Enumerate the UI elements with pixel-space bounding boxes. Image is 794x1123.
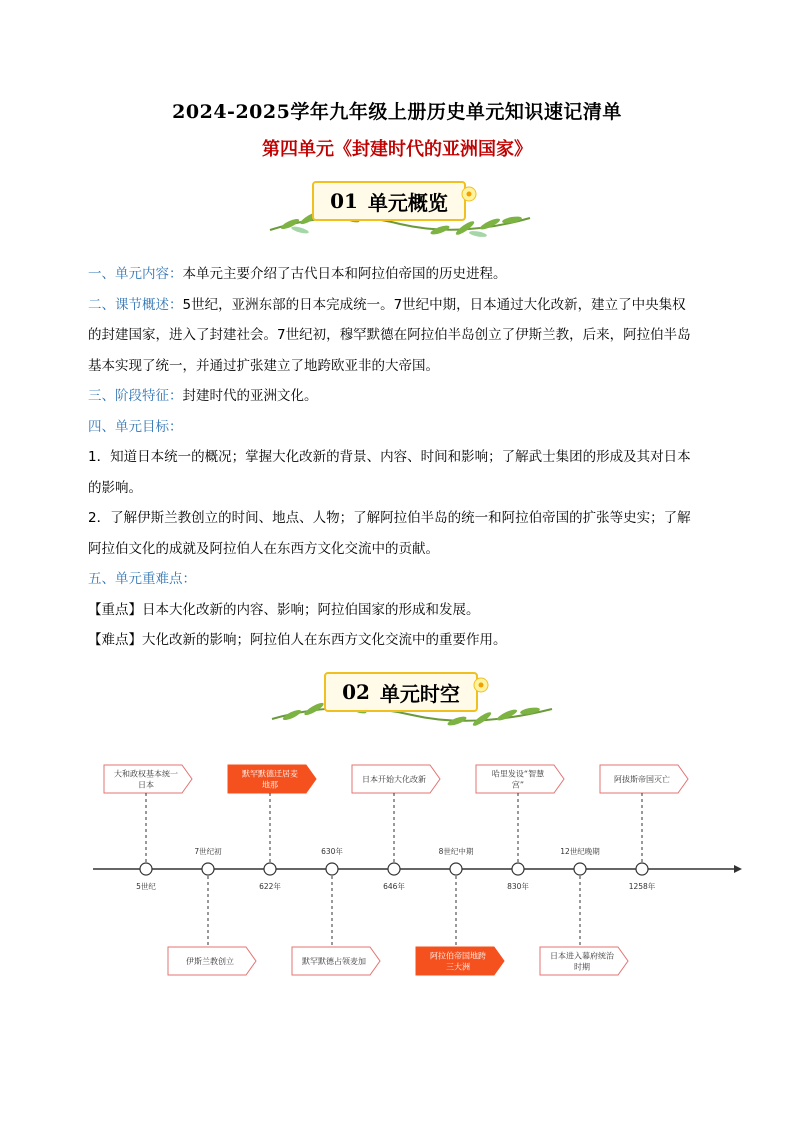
timeline-node bbox=[326, 863, 338, 875]
goal-line: 1．知道日本统一的概况；掌握大化改新的背景、内容、时间和影响；了解武士集团的形成及其对日本 bbox=[88, 449, 691, 465]
unit-goals-heading: 四、单元目标： bbox=[88, 418, 183, 435]
timeline-date: 12世纪晚期 bbox=[560, 847, 600, 856]
event-label: 阿拉伯帝国地跨 bbox=[430, 951, 486, 961]
flower-icon bbox=[460, 185, 478, 203]
timeline-node bbox=[512, 863, 524, 875]
overview-content bbox=[88, 259, 712, 656]
event-label: 默罕默德迁居麦 bbox=[242, 769, 298, 779]
event-label: 日本 bbox=[138, 780, 154, 790]
unit-subtitle: 第四单元《封建时代的亚洲国家》 bbox=[262, 139, 532, 160]
section-badge-box bbox=[324, 672, 478, 712]
timeline-node bbox=[202, 863, 214, 875]
unit-content-paragraph: 一、单元内容：本单元主要介绍了古代日本和阿拉伯帝国的历史进程。 bbox=[88, 266, 507, 282]
timeline-date: 630年 bbox=[321, 847, 343, 856]
goal-line: 2．了解伊斯兰教创立的时间、地点、人物；了解阿拉伯半岛的统一和阿拉伯帝国的扩张等史实；了解 bbox=[88, 510, 691, 526]
timeline-date: 5世纪 bbox=[136, 882, 156, 891]
flower-icon bbox=[472, 676, 490, 694]
stage-feature-paragraph: 三、阶段特征：封建时代的亚洲文化。 bbox=[88, 388, 318, 404]
event-label: 伊斯兰教创立 bbox=[186, 957, 234, 966]
section-label: 单元时空 bbox=[379, 681, 460, 706]
event-label: 默罕默德占领麦加 bbox=[302, 957, 366, 966]
section-number: 01 bbox=[330, 189, 358, 213]
timeline-node bbox=[636, 863, 648, 875]
timeline-node bbox=[450, 863, 462, 875]
section-badge-box bbox=[312, 181, 466, 221]
timeline-date: 8世纪中期 bbox=[438, 847, 474, 856]
summary-paragraph: 二、课节概述：5世纪，亚洲东部的日本完成统一。7世纪中期，日本通过大化改新，建立了中央集权 bbox=[88, 296, 686, 313]
section-badge-timeline bbox=[262, 669, 562, 729]
timeline-date: 1258年 bbox=[628, 882, 656, 891]
event-label: 时期 bbox=[574, 962, 590, 972]
goal-line: 的影响。 bbox=[88, 479, 142, 496]
timeline-arrow-icon bbox=[734, 865, 742, 873]
timeline-node bbox=[264, 863, 276, 875]
timeline-date: 830年 bbox=[507, 882, 529, 891]
timeline-date: 622年 bbox=[259, 882, 281, 891]
timeline-node bbox=[574, 863, 586, 875]
key-point-line: 【重点】日本大化改新的内容、影响；阿拉伯国家的形成和发展。 bbox=[88, 601, 480, 618]
timeline-date: 7世纪初 bbox=[194, 847, 222, 856]
goal-line: 阿拉伯文化的成就及阿拉伯人在东西方文化交流中的贡献。 bbox=[88, 540, 439, 557]
event-label: 日本开始大化改新 bbox=[362, 775, 426, 784]
summary-line: 基本实现了统一，并通过扩张建立了地跨欧亚非的大帝国。 bbox=[88, 357, 439, 374]
timeline-node bbox=[140, 863, 152, 875]
event-label: 宫” bbox=[511, 780, 525, 790]
event-label: 三大洲 bbox=[446, 962, 470, 972]
timeline-date: 646年 bbox=[383, 882, 405, 891]
key-points-heading: 五、单元重难点： bbox=[88, 571, 196, 587]
event-label: 阿拔斯帝国灭亡 bbox=[614, 775, 670, 784]
section-number: 02 bbox=[342, 680, 370, 704]
difficult-point-line: 【难点】大化改新的影响；阿拉伯人在东西方文化交流中的重要作用。 bbox=[88, 632, 507, 648]
summary-line: 的封建国家，进入了封建社会。7世纪初，穆罕默德在阿拉伯半岛创立了伊斯兰教，后来，阿拉伯半岛 bbox=[88, 327, 691, 343]
section-badge-overview bbox=[250, 178, 550, 238]
event-label: 大和政权基本统一 bbox=[114, 769, 178, 779]
timeline-diagram bbox=[0, 750, 794, 990]
page-title: 2024-2025学年九年级上册历史单元知识速记清单 bbox=[172, 101, 622, 123]
timeline-node bbox=[388, 863, 400, 875]
event-label: 地那 bbox=[262, 780, 278, 790]
event-label: 哈里发设“智慧 bbox=[491, 769, 545, 779]
event-label: 日本进入幕府统治 bbox=[550, 951, 614, 961]
section-label: 单元概览 bbox=[367, 190, 448, 215]
